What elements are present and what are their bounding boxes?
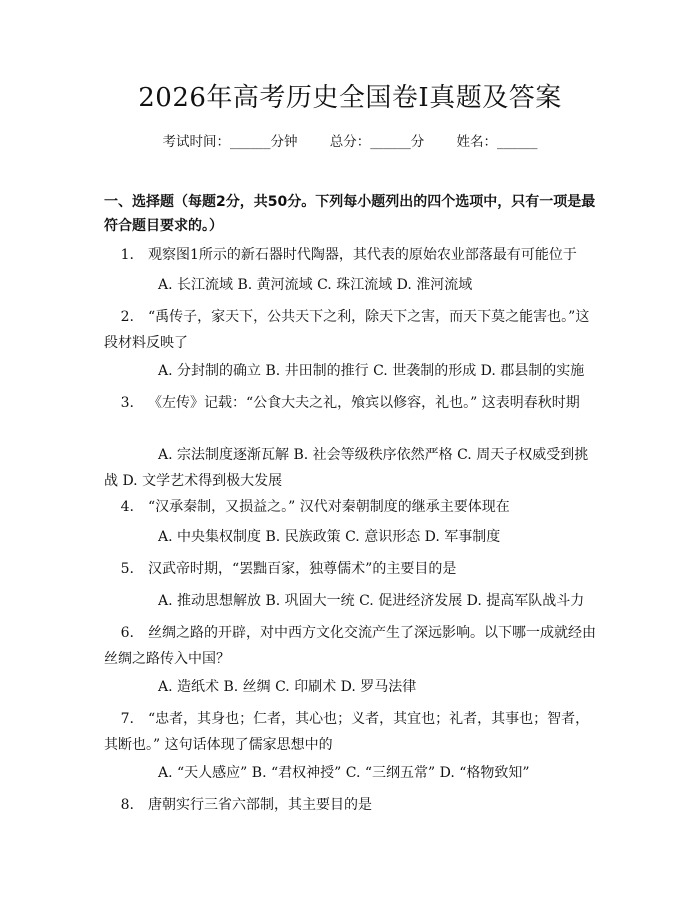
question-stem: “禹传子，家天下，公共天下之利，除天下之害，而天下莫之能害也。”这段材料反映了 xyxy=(104,309,590,351)
exam-time-field: 考试时间：______分钟 xyxy=(162,134,298,150)
question-5 xyxy=(104,556,600,582)
question-number: 4. xyxy=(120,499,134,515)
question-8 xyxy=(104,792,600,818)
question-3-options: A. 宗法制度逐渐瓦解 B. 社会等级秩序依然严格 C. 周天子权威受到挑战 D. 文学艺术得到极大发展 xyxy=(104,447,589,489)
question-stem: 观察图1所示的新石器时代陶器，其代表的原始农业部落最有可能位于 xyxy=(148,247,577,263)
question-stem: 唐朝实行三省六部制，其主要目的是 xyxy=(148,797,372,813)
question-stem: 汉武帝时期，“罢黜百家，独尊儒术”的主要目的是 xyxy=(148,561,457,577)
question-number: 5. xyxy=(120,561,134,577)
question-number: 2. xyxy=(120,309,134,325)
student-name-field: 姓名：______ xyxy=(456,134,538,150)
document-title: 2026年高考历史全国卷Ⅰ真题及答案 xyxy=(138,83,562,113)
question-stem: 丝绸之路的开辟，对中西方文化交流产生了深远影响。以下哪一成就经由丝绸之路传入中国？ xyxy=(104,625,596,667)
question-number: 8. xyxy=(120,797,134,813)
total-score-field: 总分：______分 xyxy=(329,134,425,150)
section-heading: 一、选择题（每题2分，共50分。下列每小题列出的四个选项中，只有一项是最符合题目要求的。） xyxy=(104,194,596,234)
question-6 xyxy=(104,620,600,672)
question-number: 6. xyxy=(120,625,134,641)
question-5-options: A. 推动思想解放 B. 巩固大一统 C. 促进经济发展 D. 提高军队战斗力 xyxy=(158,593,585,609)
question-1-options: A. 长江流域 B. 黄河流域 C. 珠江流域 D. 淮河流域 xyxy=(158,277,473,293)
exam-meta-line xyxy=(0,132,700,152)
question-7 xyxy=(104,706,600,758)
question-2-options: A. 分封制的确立 B. 井田制的推行 C. 世袭制的形成 D. 郡县制的实施 xyxy=(158,363,585,379)
question-stem: 《左传》记载：“公食大夫之礼，飧宾以修容，礼也。” 这表明春秋时期 xyxy=(148,395,580,411)
question-4 xyxy=(104,494,600,520)
question-3 xyxy=(104,390,600,416)
question-number: 1. xyxy=(120,247,134,263)
question-stem: “汉承秦制，又损益之。” 汉代对秦朝制度的继承主要体现在 xyxy=(148,499,510,515)
question-number: 7. xyxy=(120,711,134,727)
question-2 xyxy=(104,304,600,356)
question-1 xyxy=(104,242,600,268)
question-7-options: A. “天人感应” B. “君权神授” C. “三纲五常” D. “格物致知” xyxy=(158,765,530,781)
question-6-options: A. 造纸术 B. 丝绸 C. 印刷术 D. 罗马法律 xyxy=(158,679,417,695)
question-4-options: A. 中央集权制度 B. 民族政策 C. 意识形态 D. 军事制度 xyxy=(158,529,501,545)
question-stem: “忠者，其身也；仁者，其心也；义者，其宜也；礼者，其事也；智者，其断也。” 这句话体现了儒家思想中的 xyxy=(104,711,590,753)
question-number: 3. xyxy=(120,395,134,411)
